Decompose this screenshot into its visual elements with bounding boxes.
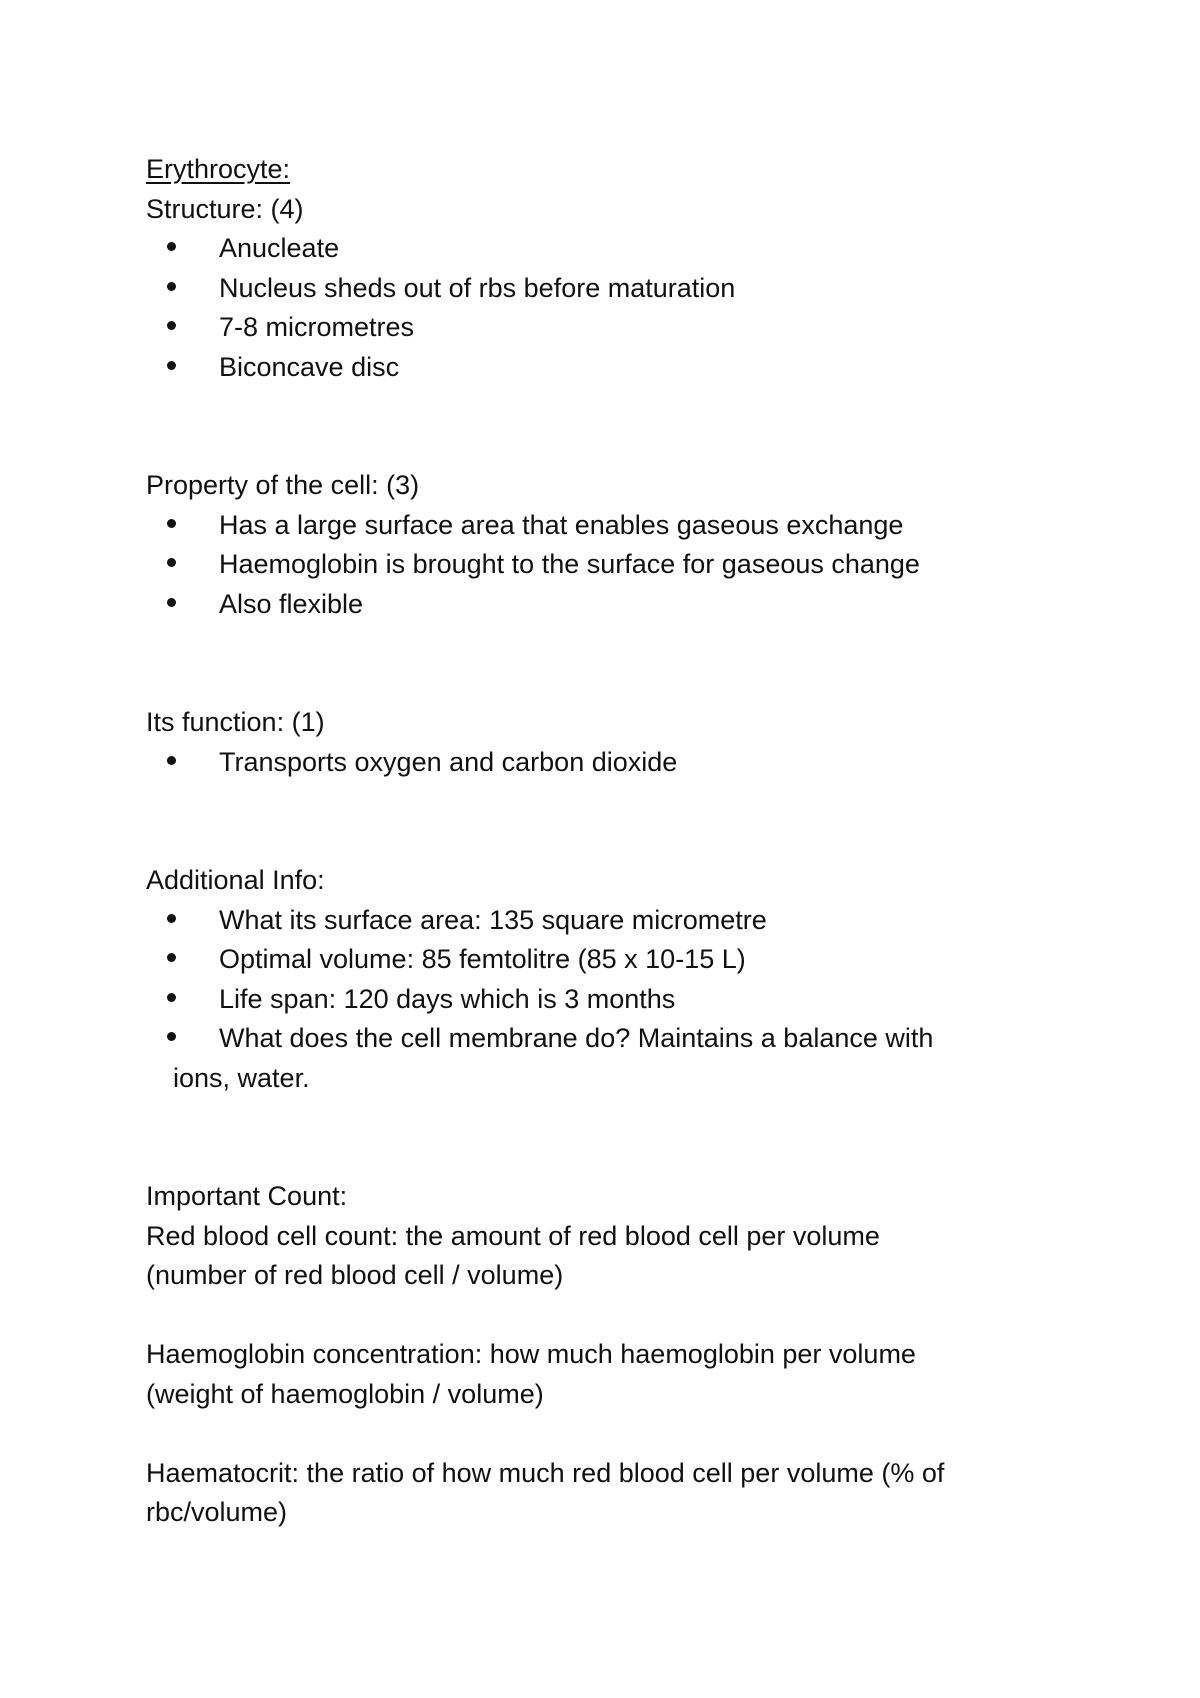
bullet-icon: [167, 282, 176, 291]
additional-heading: Additional Info:: [146, 865, 325, 895]
spacer: [146, 782, 1066, 861]
spacer: [146, 387, 1066, 466]
rbc-count-line: Red blood cell count: the amount of red blood cell per volume: [146, 1220, 880, 1251]
bullet-icon: [167, 558, 176, 567]
list-item: Anucleate: [146, 229, 1066, 269]
rbc-count-formula: (number of red blood cell / volume): [146, 1260, 564, 1290]
list-item: Biconcave disc: [146, 348, 1066, 388]
spacer: [146, 1414, 1066, 1454]
list-item: Nucleus sheds out of rbs before maturation: [146, 269, 1066, 309]
hb-concentration-formula: (weight of haemoglobin / volume): [146, 1378, 544, 1409]
counts-heading: Important Count:: [146, 1181, 348, 1211]
additional-list: [146, 901, 1066, 1099]
bullet-icon: [167, 321, 176, 330]
bullet-icon: [167, 756, 176, 765]
list-item: 7-8 micrometres: [146, 308, 1066, 348]
hb-concentration-line: Haemoglobin concentration: how much haemoglobin per volume: [146, 1339, 916, 1369]
property-heading: Property of the cell: (3): [146, 470, 420, 500]
list-item: What its surface area: 135 square micrometre: [146, 901, 1066, 941]
bullet-icon: [167, 953, 176, 962]
function-list: [146, 743, 1066, 783]
document-body: [146, 150, 1066, 1533]
structure-list: [146, 229, 1066, 387]
bullet-icon: [167, 242, 176, 251]
list-item-continuation: ions, water.: [173, 1062, 310, 1093]
list-item: Optimal volume: 85 femtolitre (85 x 10-15 L): [146, 940, 1066, 980]
list-item: Haemoglobin is brought to the surface for gaseous change: [146, 545, 1066, 585]
spacer: [146, 1098, 1066, 1177]
spacer: [146, 1296, 1066, 1336]
spacer: [146, 624, 1066, 703]
haematocrit-formula: rbc/volume): [146, 1497, 288, 1527]
bullet-icon: [167, 519, 176, 528]
bullet-icon: [167, 1032, 176, 1041]
function-heading: Its function: (1): [146, 707, 325, 737]
list-item: Life span: 120 days which is 3 months: [146, 980, 1066, 1020]
list-item: [146, 1019, 1066, 1098]
structure-heading: Structure: (4): [146, 193, 304, 224]
list-item-line: What does the cell membrane do? Maintains a balance with: [219, 1023, 934, 1053]
document-title: Erythrocyte:: [146, 154, 291, 184]
list-item: Has a large surface area that enables gaseous exchange: [146, 506, 1066, 546]
list-item: Also flexible: [146, 585, 1066, 625]
bullet-icon: [167, 598, 176, 607]
property-list: [146, 506, 1066, 625]
list-item: Transports oxygen and carbon dioxide: [146, 743, 1066, 783]
bullet-icon: [167, 993, 176, 1002]
bullet-icon: [167, 914, 176, 923]
haematocrit-line: Haematocrit: the ratio of how much red blood cell per volume (% of: [146, 1457, 945, 1488]
bullet-icon: [167, 361, 176, 370]
